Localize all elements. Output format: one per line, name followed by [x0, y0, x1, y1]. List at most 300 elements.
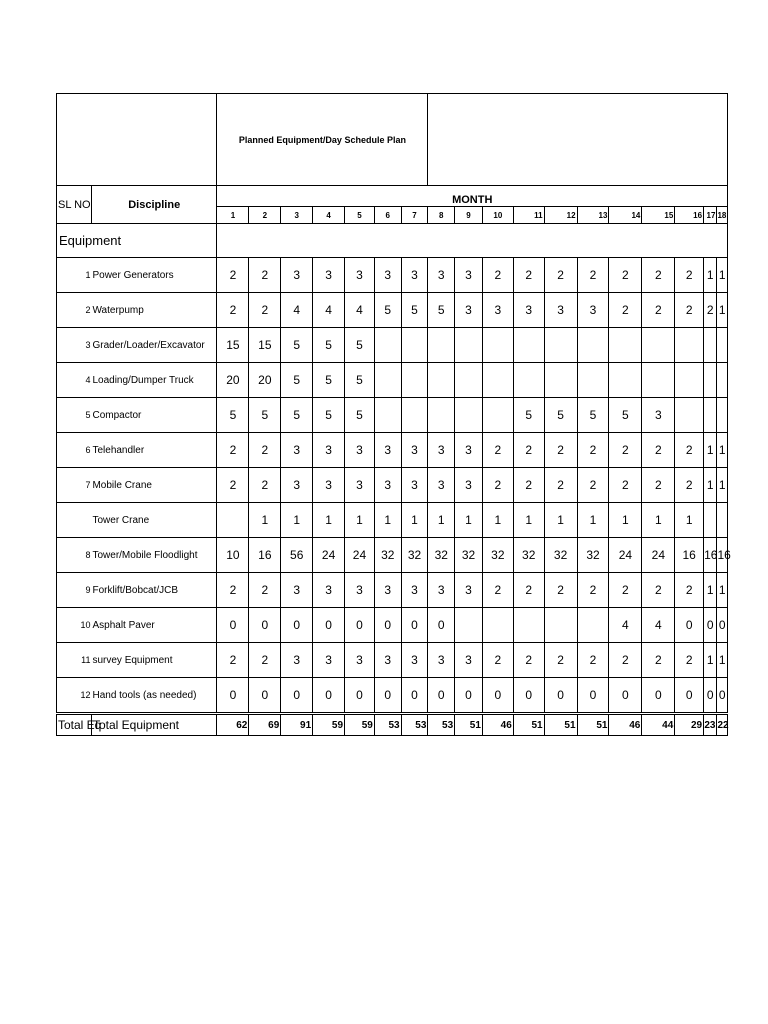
value-cell: 1 [345, 503, 375, 538]
value-cell [401, 363, 428, 398]
value-cell: 3 [374, 643, 401, 678]
value-cell: 2 [544, 573, 577, 608]
value-cell: 2 [482, 643, 513, 678]
value-cell: 2 [675, 573, 704, 608]
table-row [57, 293, 728, 328]
month-header: MONTH [217, 186, 728, 207]
discipline-header: Discipline [91, 186, 217, 224]
discipline-cell: Power Generators [91, 258, 217, 293]
value-cell: 2 [249, 573, 281, 608]
total-value-cell: 69 [249, 714, 281, 736]
value-cell: 1 [717, 293, 728, 328]
value-cell: 4 [313, 293, 345, 328]
value-cell: 3 [313, 433, 345, 468]
value-cell: 4 [609, 608, 642, 643]
value-cell: 3 [544, 293, 577, 328]
value-cell: 2 [217, 293, 249, 328]
value-cell [675, 363, 704, 398]
value-cell: 2 [577, 258, 609, 293]
value-cell: 2 [217, 468, 249, 503]
value-cell: 3 [401, 433, 428, 468]
sl-no-header: SL NO [57, 186, 92, 224]
month-number: 12 [544, 207, 577, 224]
value-cell: 1 [577, 503, 609, 538]
value-cell [717, 328, 728, 363]
discipline-cell: Tower Crane [91, 503, 217, 538]
value-cell: 2 [249, 468, 281, 503]
value-cell: 5 [313, 328, 345, 363]
value-cell: 1 [704, 643, 717, 678]
value-cell: 1 [313, 503, 345, 538]
month-number: 1 [217, 207, 249, 224]
value-cell: 5 [313, 363, 345, 398]
discipline-cell: Waterpump [91, 293, 217, 328]
value-cell: 3 [313, 258, 345, 293]
value-cell: 1 [717, 258, 728, 293]
value-cell: 24 [313, 538, 345, 573]
value-cell: 32 [513, 538, 544, 573]
value-cell: 5 [609, 398, 642, 433]
value-cell [401, 328, 428, 363]
total-label: Total Equipment [91, 714, 217, 736]
value-cell: 4 [281, 293, 313, 328]
month-number: 4 [313, 207, 345, 224]
title-right-blank [428, 94, 728, 186]
value-cell: 2 [609, 433, 642, 468]
value-cell: 0 [281, 678, 313, 714]
value-cell: 0 [281, 608, 313, 643]
value-cell: 2 [609, 258, 642, 293]
value-cell: 2 [675, 433, 704, 468]
value-cell: 5 [513, 398, 544, 433]
month-number: 13 [577, 207, 609, 224]
value-cell: 16 [249, 538, 281, 573]
sl-no-cell: 10 [57, 608, 92, 643]
table-row [57, 328, 728, 363]
value-cell: 2 [609, 573, 642, 608]
value-cell: 5 [428, 293, 455, 328]
value-cell: 1 [675, 503, 704, 538]
table-row [57, 503, 728, 538]
value-cell [482, 608, 513, 643]
value-cell: 2 [249, 293, 281, 328]
value-cell [609, 328, 642, 363]
month-number: 7 [401, 207, 428, 224]
value-cell: 1 [455, 503, 483, 538]
value-cell: 3 [374, 433, 401, 468]
value-cell: 24 [609, 538, 642, 573]
value-cell: 5 [281, 328, 313, 363]
value-cell [482, 363, 513, 398]
value-cell: 2 [642, 468, 675, 503]
value-cell: 0 [704, 678, 717, 714]
month-number: 14 [609, 207, 642, 224]
value-cell: 3 [455, 573, 483, 608]
value-cell: 2 [482, 573, 513, 608]
title-left-blank [57, 94, 217, 186]
value-cell [217, 503, 249, 538]
value-cell: 2 [217, 433, 249, 468]
value-cell [455, 608, 483, 643]
sl-no-cell: 9 [57, 573, 92, 608]
value-cell: 2 [513, 573, 544, 608]
value-cell: 2 [482, 468, 513, 503]
month-number: 18 [717, 207, 728, 224]
value-cell: 3 [513, 293, 544, 328]
section-blank [217, 224, 728, 258]
value-cell: 5 [401, 293, 428, 328]
sl-no-cell: 5 [57, 398, 92, 433]
value-cell: 4 [345, 293, 375, 328]
value-cell: 3 [455, 433, 483, 468]
discipline-cell: Loading/Dumper Truck [91, 363, 217, 398]
sl-no-cell: 7 [57, 468, 92, 503]
value-cell: 0 [374, 678, 401, 714]
value-cell: 16 [675, 538, 704, 573]
month-number: 16 [675, 207, 704, 224]
value-cell: 0 [217, 678, 249, 714]
total-value-cell: 51 [513, 714, 544, 736]
value-cell: 32 [374, 538, 401, 573]
value-cell: 0 [513, 678, 544, 714]
value-cell: 3 [455, 468, 483, 503]
value-cell: 0 [717, 608, 728, 643]
value-cell [482, 328, 513, 363]
value-cell: 5 [249, 398, 281, 433]
value-cell: 2 [675, 643, 704, 678]
value-cell [455, 328, 483, 363]
value-cell [675, 328, 704, 363]
value-cell: 32 [455, 538, 483, 573]
value-cell: 2 [513, 643, 544, 678]
sl-no-cell: 12 [57, 678, 92, 714]
value-cell: 1 [704, 573, 717, 608]
total-value-cell: 46 [609, 714, 642, 736]
value-cell [374, 398, 401, 433]
value-cell: 5 [577, 398, 609, 433]
value-cell: 2 [544, 433, 577, 468]
value-cell [544, 363, 577, 398]
value-cell: 32 [482, 538, 513, 573]
value-cell: 0 [642, 678, 675, 714]
value-cell [642, 363, 675, 398]
table-row [57, 258, 728, 293]
value-cell: 32 [428, 538, 455, 573]
value-cell [717, 503, 728, 538]
value-cell: 16 [704, 538, 717, 573]
value-cell [428, 398, 455, 433]
value-cell: 2 [675, 293, 704, 328]
month-number: 3 [281, 207, 313, 224]
discipline-cell: Telehandler [91, 433, 217, 468]
value-cell: 1 [374, 503, 401, 538]
value-cell: 0 [428, 678, 455, 714]
value-cell: 1 [717, 643, 728, 678]
value-cell: 24 [345, 538, 375, 573]
value-cell: 1 [717, 433, 728, 468]
table-row [57, 363, 728, 398]
value-cell: 10 [217, 538, 249, 573]
value-cell: 3 [428, 433, 455, 468]
value-cell [374, 328, 401, 363]
value-cell: 2 [513, 468, 544, 503]
sl-no-cell: 2 [57, 293, 92, 328]
sl-no-cell: 3 [57, 328, 92, 363]
value-cell: 3 [428, 573, 455, 608]
value-cell: 3 [345, 643, 375, 678]
value-cell: 2 [577, 468, 609, 503]
value-cell: 3 [401, 258, 428, 293]
value-cell: 0 [455, 678, 483, 714]
value-cell: 3 [455, 258, 483, 293]
total-value-cell: 59 [345, 714, 375, 736]
value-cell: 2 [577, 573, 609, 608]
value-cell: 20 [217, 363, 249, 398]
value-cell [675, 398, 704, 433]
month-number: 15 [642, 207, 675, 224]
value-cell [577, 608, 609, 643]
value-cell: 3 [428, 643, 455, 678]
value-cell: 3 [313, 643, 345, 678]
month-number: 9 [455, 207, 483, 224]
page-title: Planned Equipment/Day Schedule Plan [217, 94, 428, 186]
value-cell: 2 [513, 258, 544, 293]
total-value-cell: 62 [217, 714, 249, 736]
value-cell: 3 [313, 573, 345, 608]
value-cell [513, 608, 544, 643]
value-cell: 0 [675, 678, 704, 714]
value-cell: 2 [642, 573, 675, 608]
value-cell: 1 [401, 503, 428, 538]
value-cell: 2 [482, 433, 513, 468]
value-cell: 5 [281, 398, 313, 433]
value-cell: 3 [577, 293, 609, 328]
equipment-schedule-table [56, 93, 731, 736]
value-cell: 3 [642, 398, 675, 433]
value-cell: 2 [217, 643, 249, 678]
value-cell: 0 [313, 678, 345, 714]
total-value-cell: 91 [281, 714, 313, 736]
value-cell: 32 [544, 538, 577, 573]
discipline-cell: Mobile Crane [91, 468, 217, 503]
value-cell: 3 [281, 433, 313, 468]
sl-no-cell [57, 503, 92, 538]
value-cell: 1 [482, 503, 513, 538]
value-cell: 3 [345, 573, 375, 608]
value-cell: 1 [704, 258, 717, 293]
total-value-cell: 29 [675, 714, 704, 736]
value-cell: 2 [609, 468, 642, 503]
value-cell: 3 [374, 468, 401, 503]
value-cell: 1 [717, 468, 728, 503]
value-cell: 1 [704, 468, 717, 503]
value-cell: 0 [675, 608, 704, 643]
value-cell: 2 [217, 573, 249, 608]
value-cell: 3 [281, 258, 313, 293]
value-cell: 3 [313, 468, 345, 503]
value-cell: 2 [609, 293, 642, 328]
title-row [57, 94, 728, 186]
total-value-cell: 51 [455, 714, 483, 736]
value-cell: 2 [513, 433, 544, 468]
value-cell: 0 [717, 678, 728, 714]
value-cell: 5 [281, 363, 313, 398]
value-cell: 3 [374, 258, 401, 293]
table-row [57, 398, 728, 433]
value-cell: 2 [249, 643, 281, 678]
value-cell: 3 [345, 468, 375, 503]
value-cell: 1 [281, 503, 313, 538]
value-cell: 3 [401, 573, 428, 608]
value-cell: 15 [249, 328, 281, 363]
value-cell: 4 [642, 608, 675, 643]
value-cell [642, 328, 675, 363]
total-value-cell: 44 [642, 714, 675, 736]
total-sl-cell: Total Eq [57, 714, 92, 736]
table-row [57, 678, 728, 714]
value-cell [609, 363, 642, 398]
value-cell: 0 [249, 608, 281, 643]
value-cell: 3 [401, 643, 428, 678]
value-cell: 3 [455, 643, 483, 678]
value-cell: 3 [428, 468, 455, 503]
month-number: 6 [374, 207, 401, 224]
value-cell: 0 [482, 678, 513, 714]
value-cell [577, 363, 609, 398]
value-cell: 5 [217, 398, 249, 433]
sl-no-cell: 4 [57, 363, 92, 398]
value-cell: 2 [544, 468, 577, 503]
discipline-cell: Grader/Loader/Excavator [91, 328, 217, 363]
total-value-cell: 51 [577, 714, 609, 736]
value-cell: 1 [704, 433, 717, 468]
value-cell: 5 [345, 398, 375, 433]
value-cell [401, 398, 428, 433]
value-cell: 5 [345, 363, 375, 398]
total-value-cell: 51 [544, 714, 577, 736]
value-cell: 0 [401, 678, 428, 714]
month-number: 5 [345, 207, 375, 224]
total-value-cell: 59 [313, 714, 345, 736]
value-cell: 20 [249, 363, 281, 398]
value-cell: 1 [717, 573, 728, 608]
value-cell: 2 [249, 258, 281, 293]
value-cell [428, 363, 455, 398]
value-cell: 24 [642, 538, 675, 573]
value-cell: 0 [249, 678, 281, 714]
value-cell [544, 608, 577, 643]
value-cell [577, 328, 609, 363]
value-cell [704, 398, 717, 433]
value-cell: 0 [345, 678, 375, 714]
value-cell: 2 [642, 258, 675, 293]
total-value-cell: 22 [717, 714, 728, 736]
value-cell: 0 [609, 678, 642, 714]
month-number: 8 [428, 207, 455, 224]
value-cell: 32 [401, 538, 428, 573]
value-cell [428, 328, 455, 363]
value-cell: 2 [675, 468, 704, 503]
value-cell: 3 [281, 468, 313, 503]
value-cell: 2 [609, 643, 642, 678]
value-cell: 2 [704, 293, 717, 328]
value-cell: 1 [428, 503, 455, 538]
discipline-cell: survey Equipment [91, 643, 217, 678]
total-value-cell: 53 [428, 714, 455, 736]
discipline-cell: Hand tools (as needed) [91, 678, 217, 714]
table-row [57, 573, 728, 608]
sl-no-cell: 11 [57, 643, 92, 678]
value-cell [482, 398, 513, 433]
section-label: Equipment [57, 224, 217, 258]
section-row [57, 224, 728, 258]
value-cell: 0 [428, 608, 455, 643]
value-cell: 0 [345, 608, 375, 643]
sl-no-cell: 8 [57, 538, 92, 573]
sl-no-cell: 1 [57, 258, 92, 293]
value-cell: 2 [217, 258, 249, 293]
month-number: 11 [513, 207, 544, 224]
value-cell: 1 [513, 503, 544, 538]
discipline-cell: Forklift/Bobcat/JCB [91, 573, 217, 608]
value-cell: 56 [281, 538, 313, 573]
value-cell: 16 [717, 538, 728, 573]
table-row [57, 643, 728, 678]
value-cell: 15 [217, 328, 249, 363]
value-cell [544, 328, 577, 363]
value-cell [513, 328, 544, 363]
value-cell: 3 [281, 573, 313, 608]
value-cell: 2 [544, 643, 577, 678]
value-cell: 3 [401, 468, 428, 503]
month-number: 17 [704, 207, 717, 224]
value-cell: 3 [374, 573, 401, 608]
value-cell: 0 [217, 608, 249, 643]
value-cell: 1 [544, 503, 577, 538]
total-row [57, 714, 728, 736]
value-cell: 0 [374, 608, 401, 643]
value-cell [704, 363, 717, 398]
value-cell: 0 [313, 608, 345, 643]
table-row [57, 608, 728, 643]
value-cell [374, 363, 401, 398]
value-cell: 3 [428, 258, 455, 293]
value-cell: 3 [345, 258, 375, 293]
total-value-cell: 53 [401, 714, 428, 736]
value-cell [455, 363, 483, 398]
month-number: 10 [482, 207, 513, 224]
value-cell: 0 [401, 608, 428, 643]
total-value-cell: 46 [482, 714, 513, 736]
value-cell [513, 363, 544, 398]
value-cell: 3 [345, 433, 375, 468]
value-cell: 5 [345, 328, 375, 363]
discipline-cell: Compactor [91, 398, 217, 433]
value-cell: 2 [249, 433, 281, 468]
value-cell: 1 [642, 503, 675, 538]
value-cell: 32 [577, 538, 609, 573]
table-row [57, 433, 728, 468]
table-row [57, 538, 728, 573]
value-cell: 2 [642, 643, 675, 678]
value-cell [717, 363, 728, 398]
value-cell: 0 [577, 678, 609, 714]
value-cell: 1 [609, 503, 642, 538]
value-cell: 3 [455, 293, 483, 328]
total-value-cell: 53 [374, 714, 401, 736]
month-number: 2 [249, 207, 281, 224]
header-row-month [57, 186, 728, 207]
